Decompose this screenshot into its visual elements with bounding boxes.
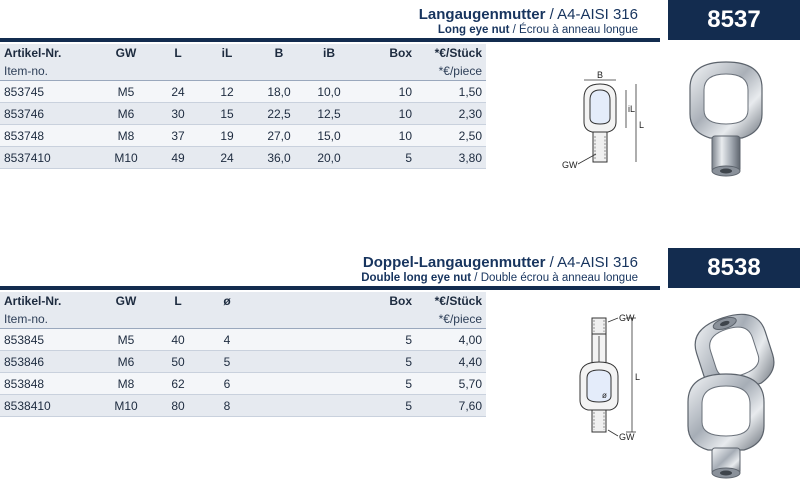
cell-b: 18,0 [254,81,304,103]
table-header-row [0,44,486,62]
col-header-price-en: *€/piece [416,310,486,329]
product-material: A4-AISI 316 [557,6,638,23]
cell-diameter: 5 [200,351,254,373]
col-header-diameter: ø [200,292,254,310]
cell-l: 30 [156,103,200,125]
table-row [0,351,486,373]
cell-article: 853748 [0,125,96,147]
cell-price: 2,50 [416,125,486,147]
cell-price: 5,70 [416,373,486,395]
col-header-gw: GW [96,292,156,310]
product-table [0,292,486,417]
cell-gw: M6 [96,103,156,125]
cell-article: 853848 [0,373,96,395]
dim-label-gw: GW [562,160,578,170]
cell-article: 853746 [0,103,96,125]
title-separator: / [545,254,558,271]
col-header-article: Artikel-Nr. [0,44,96,62]
dim-label-l: L [635,372,641,382]
table-header-row [0,292,486,310]
header-rule [0,38,660,42]
cell-gw: M10 [96,147,156,169]
cell-l: 24 [156,81,200,103]
col-header-article: Artikel-Nr. [0,292,96,310]
cell-article: 853846 [0,351,96,373]
dim-label-b: B [596,70,604,80]
cell-price: 2,30 [416,103,486,125]
cell-il: 15 [200,103,254,125]
cell-box: 10 [354,125,416,147]
cell-ib: 12,5 [304,103,354,125]
col-header-price-en: *€/piece [416,62,486,81]
cell-ib: 10,0 [304,81,354,103]
long-eye-nut-photo [678,58,774,182]
cell-l: 50 [156,351,200,373]
product-title-block [419,6,638,37]
product-title-main: Langaugenmutter [418,6,546,23]
cell-article: 853845 [0,329,96,351]
col-header-ib: iB [304,44,354,62]
col-header-item-no: Item-no. [0,310,96,329]
product-section-8537 [0,0,800,240]
product-subtitle [361,272,638,285]
cell-price: 4,00 [416,329,486,351]
table-row [0,373,486,395]
cell-gw: M5 [96,81,156,103]
product-title [361,254,638,272]
cell-gw: M6 [96,351,156,373]
cell-box: 10 [354,103,416,125]
product-title [419,6,638,24]
cell-ib: 20,0 [304,147,354,169]
cell-l: 40 [156,329,200,351]
col-header-b: B [254,44,304,62]
cell-l: 80 [156,395,200,417]
table-row [0,329,486,351]
product-subtitle-fr: / Écrou à anneau longue [509,24,638,36]
cell-diameter: 8 [200,395,254,417]
dim-label-il: iL [628,104,636,114]
col-header-empty [254,292,304,310]
cell-diameter: 6 [200,373,254,395]
cell-box: 5 [354,373,416,395]
product-section-8538 [0,248,800,488]
cell-price: 1,50 [416,81,486,103]
double-eye-nut-photo [678,308,790,484]
cell-price: 7,60 [416,395,486,417]
cell-gw: M5 [96,329,156,351]
cell-gw: M10 [96,395,156,417]
cell-l: 62 [156,373,200,395]
cell-price: 4,40 [416,351,486,373]
cell-l: 37 [156,125,200,147]
cell-il: 19 [200,125,254,147]
cell-b: 27,0 [254,125,304,147]
cell-article: 8537410 [0,147,96,169]
cell-b: 22,5 [254,103,304,125]
col-header-empty [304,292,354,310]
product-subtitle-fr: / Double écrou à anneau longue [471,272,638,284]
col-header-box: Box [354,44,416,62]
cell-il: 24 [200,147,254,169]
product-subtitle-en: Long eye nut [437,24,510,36]
cell-box: 5 [354,395,416,417]
dim-label-diameter: ø [602,391,607,400]
table-row [0,81,486,103]
product-code-badge: 8537 [668,0,800,40]
double-eye-nut-diagram [568,312,668,448]
cell-il: 12 [200,81,254,103]
dim-label-gw-top: GW [619,313,635,323]
long-eye-nut-diagram [560,66,660,176]
cell-article: 8538410 [0,395,96,417]
cell-box: 5 [354,329,416,351]
product-title-main: Doppel-Langaugenmutter [362,254,546,271]
cell-price: 3,80 [416,147,486,169]
cell-ib: 15,0 [304,125,354,147]
cell-box: 5 [354,351,416,373]
header-rule [0,286,660,290]
table-row [0,147,486,169]
title-separator: / [545,6,558,23]
cell-box: 5 [354,147,416,169]
product-table [0,44,486,169]
dim-label-gw-bottom: GW [619,432,635,442]
table-row [0,395,486,417]
product-code-badge: 8538 [668,248,800,288]
col-header-price: *€/Stück [416,292,486,310]
table-header-row-en [0,62,486,81]
cell-gw: M8 [96,125,156,147]
table-row [0,125,486,147]
cell-diameter: 4 [200,329,254,351]
product-material: A4-AISI 316 [557,254,638,271]
cell-l: 49 [156,147,200,169]
cell-box: 10 [354,81,416,103]
col-header-box: Box [354,292,416,310]
product-subtitle [419,24,638,37]
cell-gw: M8 [96,373,156,395]
product-title-block [361,254,638,285]
table-row [0,103,486,125]
product-subtitle-en: Double long eye nut [361,272,472,284]
cell-article: 853745 [0,81,96,103]
col-header-il: iL [200,44,254,62]
col-header-l: L [156,44,200,62]
cell-b: 36,0 [254,147,304,169]
col-header-price: *€/Stück [416,44,486,62]
table-header-row-en [0,310,486,329]
col-header-item-no: Item-no. [0,62,96,81]
col-header-l: L [156,292,200,310]
col-header-gw: GW [96,44,156,62]
dim-label-l: L [639,120,645,130]
